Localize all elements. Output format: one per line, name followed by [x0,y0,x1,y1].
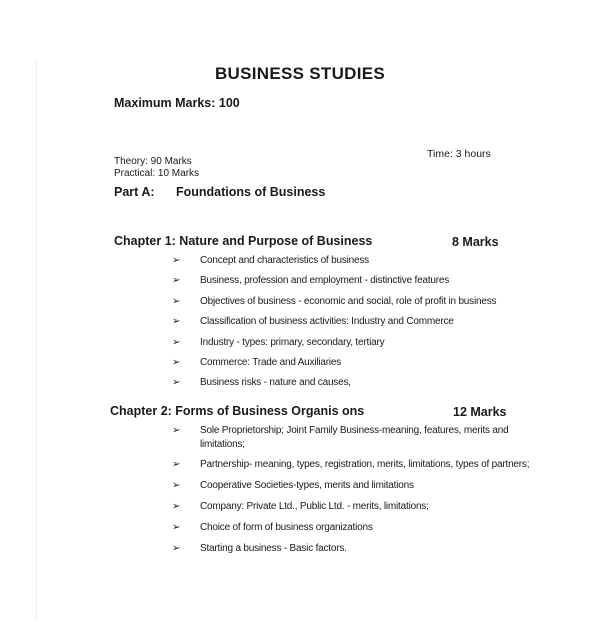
scan-edge-line [36,60,37,620]
list-item [172,254,532,268]
topic-text: Concept and characteristics of business [200,255,369,266]
arrow-bullet-icon: ➢ [172,336,181,348]
arrow-bullet-icon: ➢ [172,501,181,513]
list-item [172,424,532,451]
list-item [172,458,532,472]
chapter-2-heading: Chapter 2: Forms of Business Organis ons [110,404,365,418]
list-item [172,356,532,370]
list-item [172,376,532,390]
topic-text: Partnership- meaning, types, registration, merits, limitations, types of partners; [200,459,530,471]
document-title: BUSINESS STUDIES [214,64,386,83]
chapter-1-topics [172,254,532,397]
marks-breakdown [114,156,199,180]
maximum-marks: Maximum Marks: 100 [114,96,240,110]
topic-text: Starting a business - Basic factors. [200,542,347,554]
arrow-bullet-icon: ➢ [172,356,181,368]
topic-text: Business risks - nature and causes, [200,377,351,389]
topic-text: Business, profession and employment - distinctive features [200,275,450,287]
list-item [172,500,532,514]
arrow-bullet-icon: ➢ [172,425,181,436]
chapter-2-topics [172,424,532,563]
list-item [172,274,532,288]
theory-marks: Theory: 90 Marks [114,156,192,167]
topic-text: Commerce: Trade and Auxiliaries [200,356,342,368]
topic-text: Cooperative Societies-types, merits and limitations [200,480,414,492]
arrow-bullet-icon: ➢ [172,522,181,534]
practical-marks: Practical: 10 Marks [114,168,200,179]
chapter-1-heading: Chapter 1: Nature and Purpose of Business [114,234,373,248]
list-item [172,336,532,350]
list-item [172,315,532,329]
part-title: Foundations of Business [176,185,326,199]
topic-text: Classification of business activities: Industry and Commerce [200,316,454,328]
list-item [172,295,532,309]
arrow-bullet-icon: ➢ [172,459,181,471]
arrow-bullet-icon: ➢ [172,295,181,307]
list-item [172,479,532,493]
topic-text: Objectives of business - economic and social, role of profit in business [200,295,497,307]
arrow-bullet-icon: ➢ [172,542,181,554]
part-label: Part A: [114,185,155,199]
arrow-bullet-icon: ➢ [172,275,181,287]
arrow-bullet-icon: ➢ [172,255,181,266]
time-duration: Time: 3 hours [427,148,491,160]
chapter-2-marks: 12 Marks [453,405,507,419]
list-item [172,542,532,556]
topic-text: Company: Private Ltd., Public Ltd. - merits, limitations; [200,501,429,513]
arrow-bullet-icon: ➢ [172,316,181,328]
topic-text: Sole Proprietorship; Joint Family Business-meaning, features, merits and limitations; [200,425,509,450]
topic-text: Choice of form of business organizations [200,522,373,534]
arrow-bullet-icon: ➢ [172,480,181,492]
part-heading [114,185,325,199]
list-item [172,521,532,535]
arrow-bullet-icon: ➢ [172,377,181,389]
chapter-1-marks: 8 Marks [452,235,499,249]
topic-text: Industry - types: primary, secondary, tertiary [200,336,385,348]
